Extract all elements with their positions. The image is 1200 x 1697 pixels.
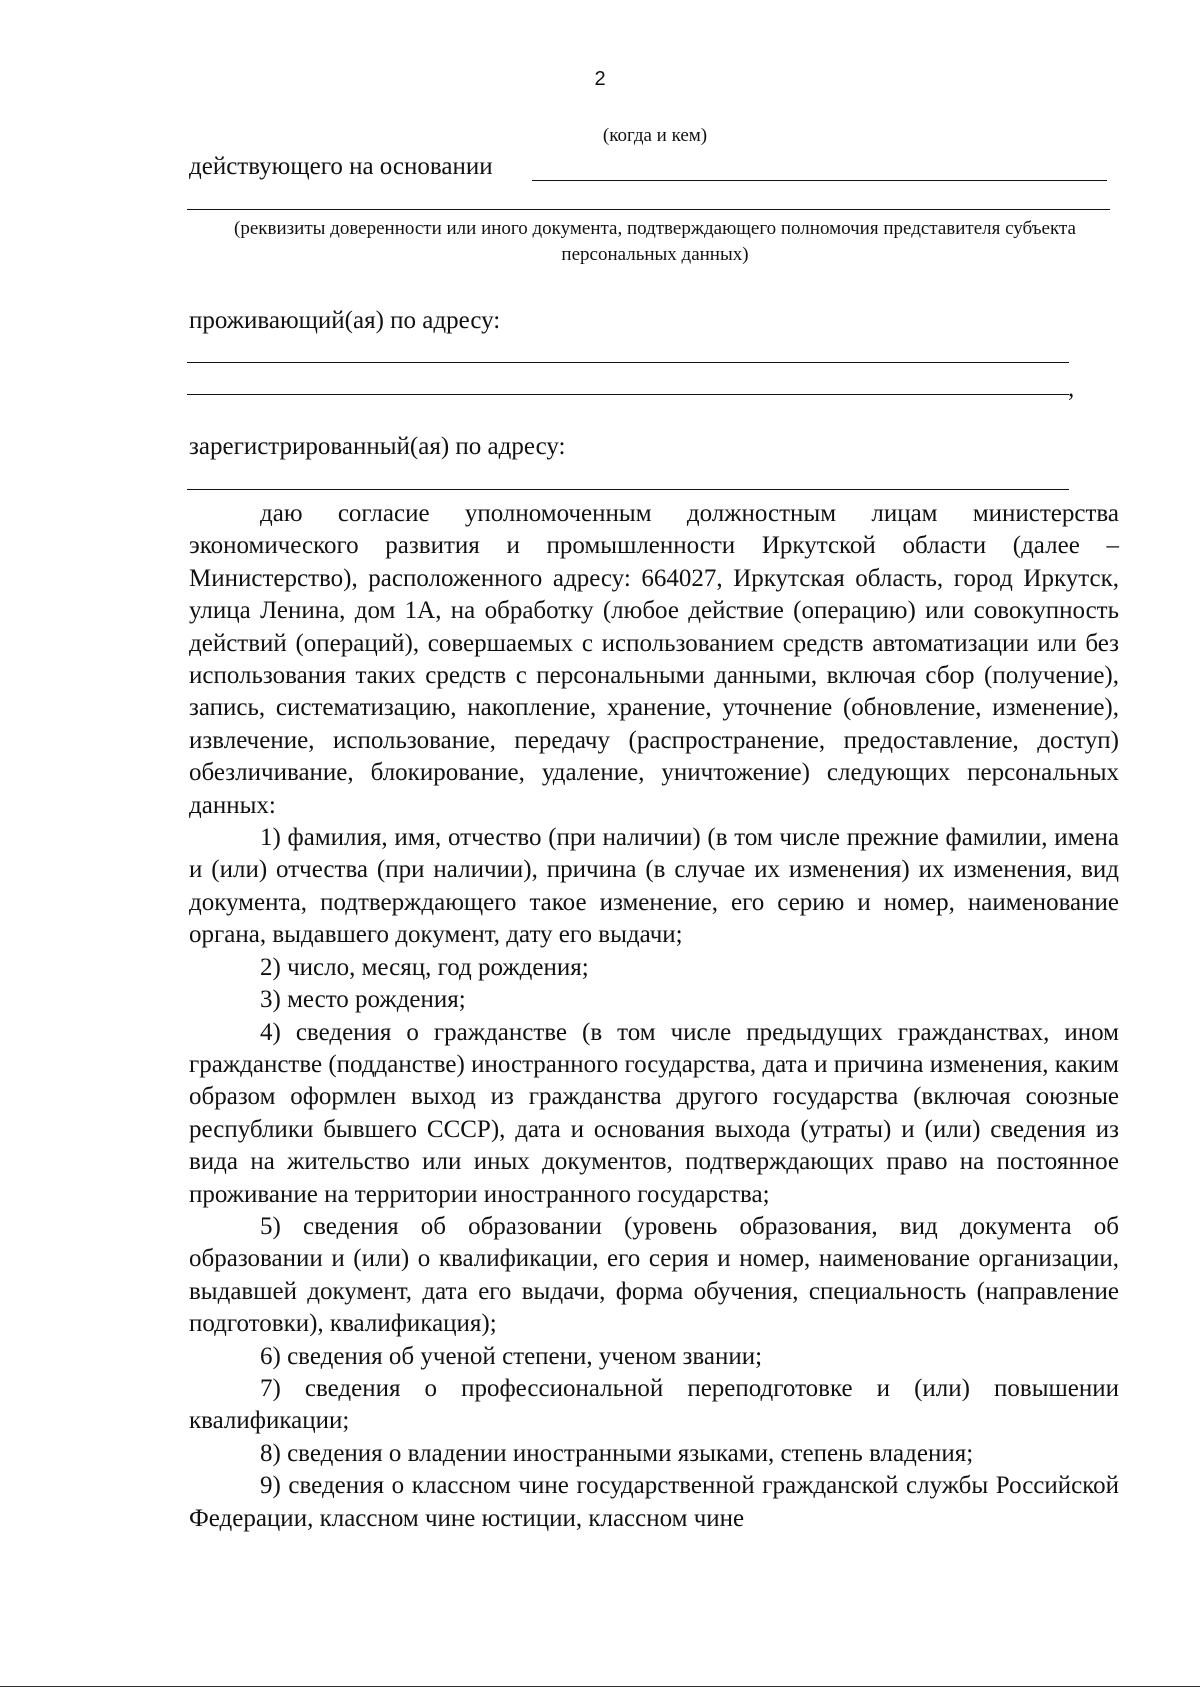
item-4-citizenship: 4) сведения о гражданстве (в том числе предыдущих гражданствах, ином гражданстве (подданстве) иностранного государства, дата и причина изменения, каким образом оформлен выход из гражданства другого государства (включая союзные республики бывшего СССР), дата и основания выхода (утраты) и (или) сведения из вида на жительство или иных документов, подтверждающих право на постоянное проживание на территории иностранного государства; <box>189 1018 1119 1208</box>
item-9-class-rank: 9) сведения о классном чине государственной гражданской службы Российской Федерации, классном чине юстиции, классном чине <box>189 1472 1119 1532</box>
item-6-academic-degree: 6) сведения об ученой степени, ученом звании; <box>260 1342 763 1370</box>
item-2-birth-date: 2) число, месяц, год рождения; <box>260 953 589 981</box>
basis-fill-line <box>532 180 1107 181</box>
consent-paragraph: даю согласие уполномоченным должностным лицам министерства экономического развития и промышленности Иркутской области (далее – Министерство), расположенного адресу: 664027, Иркутская область, город Иркутск, улица Ленина, дом 1А, на обработку (любое действие (операцию) или совокупность действий (операций), совершаемых с использованием средств автоматизации или без использования таких средств с персональными данными, включая сбор (получение), запись, систематизацию, накопление, хранение, уточнение (обновление, изменение), извлечение, использование, передачу (распространение, предоставление, доступ) обезличивание, блокирование, удаление, уничтожение) следующих персональных данных: <box>189 500 1119 819</box>
consent-body <box>189 498 1119 1535</box>
item-7-retraining: 7) сведения о профессиональной переподготовке и (или) повышении квалификации; <box>189 1374 1119 1435</box>
item-8-languages: 8) сведения о владении иностранными языками, степень владения; <box>260 1439 974 1467</box>
page-bottom-edge <box>0 1686 1200 1687</box>
item-5-education: 5) сведения об образовании (уровень образования, вид документа об образовании и (или) о квалификации, его серия и номер, наименование организации, выдавшей документ, дата его выдачи, форма обучения, специальность (направление подготовки), квалификация); <box>189 1212 1119 1338</box>
residing-address-line-1 <box>187 362 1069 363</box>
registered-address-line <box>187 489 1069 490</box>
registered-label: зарегистрированный(ая) по адресу: <box>189 433 566 460</box>
credentials-caption: (реквизиты доверенности или иного документа, подтверждающего полномочия представителя субъекта персональных данных) <box>234 218 1076 265</box>
item-1-full-name: 1) фамилия, имя, отчество (при наличии) (в том числе прежние фамилии, имена и (или) отчества (при наличии), причина (в случае их изменения) их изменения, вид документа, подтверждающего такое изменение, его серию и номер, наименование органа, выдавшего документ, дату его выдачи; <box>189 824 1119 949</box>
address-comma: , <box>1068 375 1075 402</box>
basis-second-line <box>187 209 1110 210</box>
basis-label: действующего на основании <box>189 153 493 180</box>
residing-label: проживающий(ая) по адресу: <box>189 307 501 334</box>
residing-address-line-2 <box>187 394 1069 395</box>
when-who-caption: (когда и кем) <box>602 125 708 146</box>
item-3-birth-place: 3) место рождения; <box>260 986 466 1014</box>
page-number: 2 <box>594 68 606 90</box>
